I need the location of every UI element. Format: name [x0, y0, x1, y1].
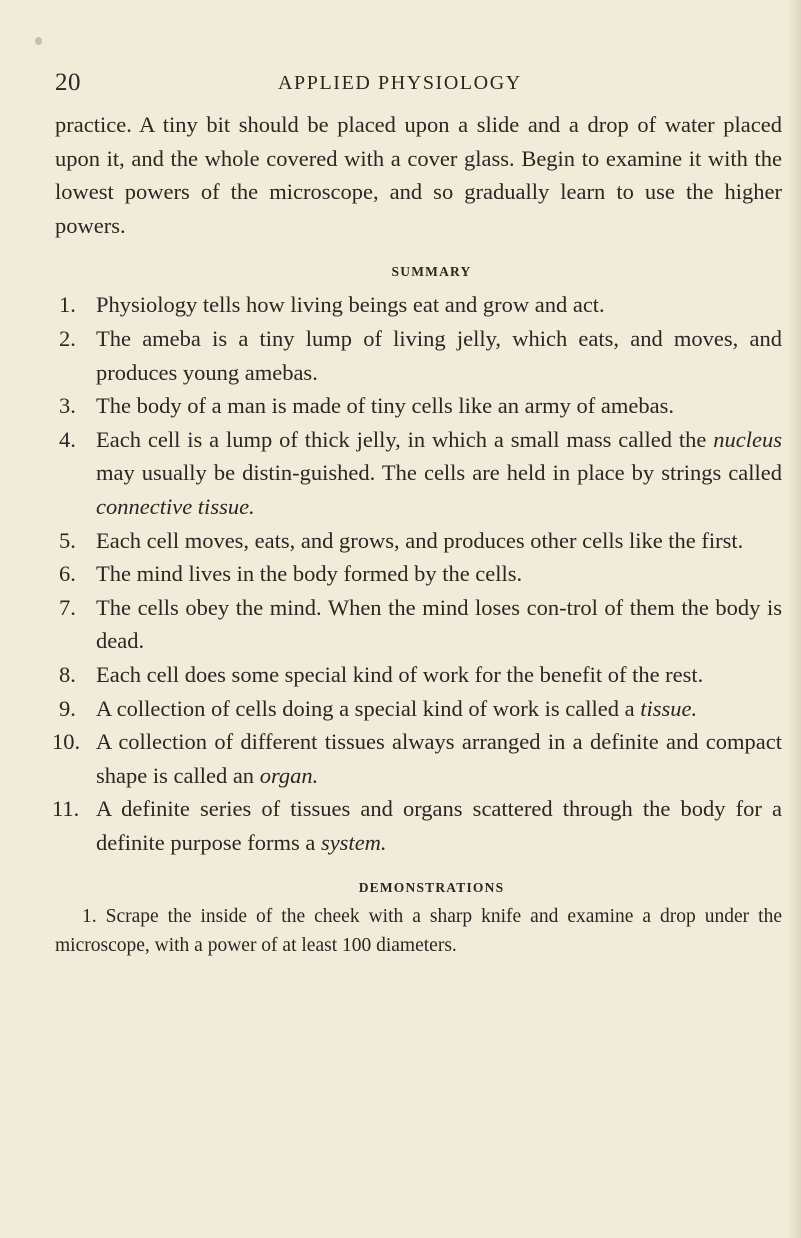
term-connective-tissue: connective tissue.: [96, 493, 255, 519]
summary-item-4: [55, 423, 782, 524]
summary-item-1: [55, 288, 782, 322]
summary-item-3: [55, 389, 782, 423]
summary-list: [52, 288, 782, 859]
summary-item-7: [55, 591, 782, 658]
item-number: 1.: [59, 292, 76, 318]
item-text: The mind lives in the body formed by the cells.: [96, 561, 523, 587]
item-number: 2.: [59, 325, 76, 351]
demonstration-1: 1. Scrape the inside of the cheek with a sharp knife and examine a drop under the microscope, with a power of at least 100 diameters.: [55, 906, 782, 957]
term-tissue: tissue.: [640, 695, 698, 721]
item-number: 4.: [59, 426, 76, 452]
paper-speck: [35, 37, 42, 45]
summary-item-2: [55, 322, 782, 389]
item-text: The body of a man is made of tiny cells like an army of amebas.: [96, 393, 674, 419]
running-head: APPLIED PHYSIOLOGY: [278, 72, 522, 94]
demonstrations-heading: DEMONSTRATIONS: [358, 880, 505, 896]
item-number: 9.: [59, 695, 76, 721]
summary-item-10: [52, 725, 782, 792]
item-number: 5.: [59, 527, 76, 553]
item-text: A collection of cells doing a special kind of work is called a: [96, 695, 641, 721]
item-text: Each cell is a lump of thick jelly, in which a small mass called the: [96, 426, 714, 452]
summary-item-6: [55, 557, 782, 591]
item-number: 11.: [52, 796, 80, 822]
page-header: [0, 68, 801, 98]
item-text: Physiology tells how living beings eat and grow and act.: [96, 292, 605, 318]
term-organ: organ.: [259, 762, 319, 788]
summary-item-9: [55, 692, 782, 726]
item-text-continued: may usually be distin-guished. The cells are held in place by strings called: [96, 460, 782, 486]
item-number: 6.: [59, 561, 76, 587]
summary-item-5: [55, 524, 782, 558]
page-body: [52, 108, 782, 960]
item-text: A definite series of tissues and organs scattered through the body for a definite purpose forms a: [96, 796, 782, 855]
summary-item-11: [52, 792, 782, 859]
item-number: 8.: [59, 661, 76, 687]
page-edge-shadow: [787, 0, 801, 1238]
page-number: 20: [55, 69, 81, 96]
term-nucleus: nucleus: [713, 426, 782, 452]
item-text: A collection of different tissues always arranged in a definite and compact shape is called an: [96, 729, 782, 788]
item-text: Each cell moves, eats, and grows, and produces other cells like the first.: [96, 527, 744, 553]
item-number: 7.: [59, 594, 76, 620]
intro-paragraph: practice. A tiny bit should be placed upon a slide and a drop of water placed upon it, and the whole covered with a cover glass. Begin to examine it with the lowest powers of the microscope, and so gradually learn to use the higher powers.: [55, 112, 782, 238]
summary-item-8: [55, 658, 782, 692]
summary-heading: SUMMARY: [391, 264, 472, 280]
item-text: The ameba is a tiny lump of living jelly, which eats, and moves, and produces young amebas.: [96, 325, 782, 385]
item-number: 3.: [59, 393, 76, 419]
item-number: 10.: [52, 729, 81, 755]
item-text: Each cell does some special kind of work for the benefit of the rest.: [96, 661, 704, 687]
term-system: system.: [320, 829, 387, 855]
item-text: The cells obey the mind. When the mind loses con-trol of them the body is dead.: [96, 594, 782, 654]
